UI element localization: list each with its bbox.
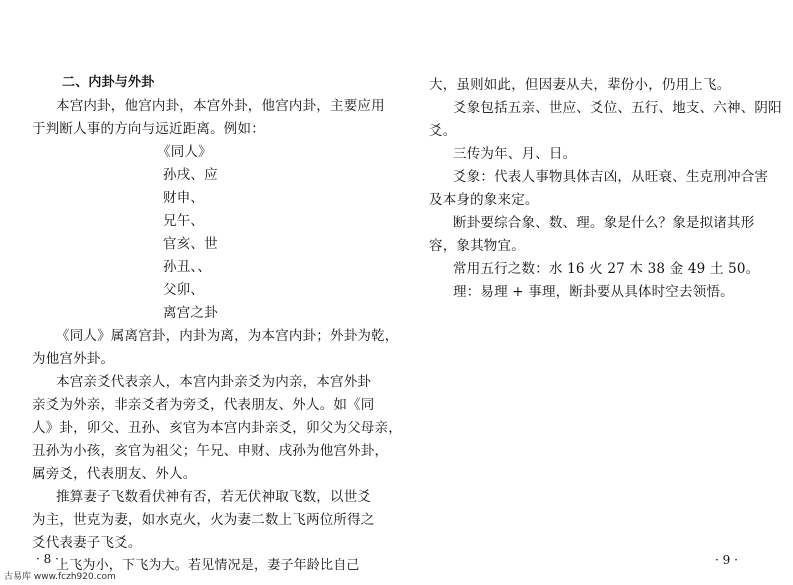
example-line: 兄午、 [163,213,205,229]
text-line: 于判断人事的方向与远近距离。例如： [32,121,265,137]
example-line: 财申、 [163,190,205,206]
text-line: 《同人》属离宫卦，内卦为离，为本宫内卦；外卦为乾， [56,328,399,344]
text-line: 本宫内卦，他宫内卦，本宫外卦，他宫内卦，主要应用 [56,98,385,114]
text-line: 为他宫外卦。 [32,351,115,367]
text-line: 人》卦，卯父、丑孙、亥官为本宫内卦亲爻，卯父为父母亲， [32,420,402,436]
text-line: 上飞为小，下飞为大。若见情况是，妻子年龄比自己 [56,558,360,573]
text-line: 亲爻为外亲，非亲爻者为旁爻，代表朋友、外人。如《同 [32,397,375,413]
website-footer: 古易库 www.fczh920.com [4,572,116,582]
text-line: 爻。 [429,123,457,139]
example-line: 官亥、世 [163,236,218,252]
example-line: 离宫之卦 [163,305,218,321]
text-line: 推算妻子飞数看伏神有否，若无伏神取飞数，以世爻 [56,489,372,505]
page-number: · 8 · [36,552,59,566]
text-line: 容，象其物宜。 [429,238,525,254]
text-line: 大，虽则如此，但因妻从夫，辈份小，仍用上飞。 [429,77,731,93]
text-line: 爻代表妻子飞爻。 [32,535,142,551]
text-line: 三传为年、月、日。 [453,146,577,162]
text-line: 爻象包括五亲、世应、爻位、五行、地支、六神、阴阳 [453,100,782,116]
text-line: 及本身的象来定。 [429,192,539,208]
example-line: 父卯、 [163,282,205,298]
page-number: · 9 · [715,553,738,567]
text-line: 丑孙为小孩，亥官为祖父；午兄、申财、戌孙为他宫外卦， [32,443,389,459]
text-line: 属旁爻，代表朋友、外人。 [32,466,197,482]
text-line: 常用五行之数：水 16 火 27 木 38 金 49 土 50。 [453,261,760,277]
section-heading: 二、内卦与外卦 [62,75,155,90]
text-line: 理：易理 + 事理，断卦要从具体时空去领悟。 [453,284,734,300]
right-page [397,0,793,585]
example-line: 《同人》 [157,144,212,160]
text-line: 本宫亲爻代表亲人，本宫内卦亲爻为内亲，本宫外卦 [56,374,372,390]
text-line: 断卦要综合象、数、理。象是什么？象是拟诸其形 [453,215,755,231]
example-line: 孙丑、、 [163,259,212,275]
text-line: 为主，世克为妻，如水克火，火为妻二数上飞两位所得之 [32,512,375,528]
example-line: 孙戌、应 [163,167,218,183]
text-line: 爻象：代表人事物具体吉凶，从旺衰、生克刑冲合害 [453,169,769,185]
